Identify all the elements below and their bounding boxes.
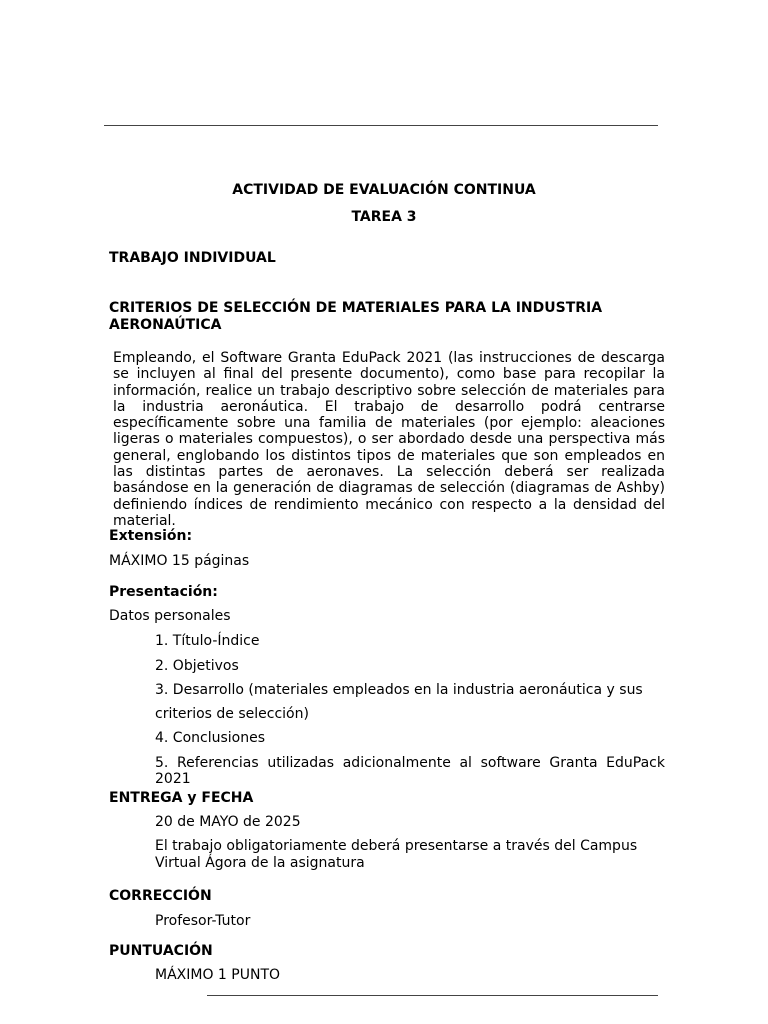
list-item: 1. Título-Índice <box>155 633 260 649</box>
description-paragraph: Empleando, el Software Granta EduPack 2021 (las instrucciones de descarga se incluyen al final del presente documento), como base para recopilar la información, realice un trabajo descriptivo sobre selección de materiales para la industria aeronáutica. El trabajo de desarrollo podrá centrarse específicamente sobre una familia de materiales (por ejemplo: aleaciones ligeras o materiales compuestos), o ser abordado desde una perspectiva más general, englobando los distintos tipos de materiales que son empleados en las distintas partes de aeronaves. La selección deberá ser realizada basándose en la generación de diagramas de selección (diagramas de Ashby) definiendo índices de rendimiento mecánico con respecto a la densidad del material. <box>113 350 665 529</box>
document-subtitle: TAREA 3 <box>351 209 417 225</box>
document-title: ACTIVIDAD DE EVALUACIÓN CONTINUA <box>232 182 536 198</box>
list-item-continuation: criterios de selección) <box>155 706 309 722</box>
extension-heading: Extensión: <box>109 528 193 544</box>
top-divider <box>104 125 658 126</box>
correction-heading: CORRECCIÓN <box>109 888 212 904</box>
delivery-heading: ENTREGA y FECHA <box>109 790 254 806</box>
correction-value: Profesor-Tutor <box>155 913 251 929</box>
delivery-note: El trabajo obligatoriamente deberá presentarse a través del Campus Virtual Ágora de la asignatura <box>155 838 638 871</box>
score-heading: PUNTUACIÓN <box>109 943 213 959</box>
presentation-intro: Datos personales <box>109 608 231 624</box>
score-value: MÁXIMO 1 PUNTO <box>155 967 281 983</box>
list-item: 2. Objetivos <box>155 658 239 674</box>
bottom-divider <box>207 995 658 996</box>
list-item: 4. Conclusiones <box>155 730 266 746</box>
topic-heading: CRITERIOS DE SELECCIÓN DE MATERIALES PARA LA INDUSTRIA AERONAÚTICA <box>109 300 603 333</box>
presentation-heading: Presentación: <box>109 584 218 600</box>
work-type-heading: TRABAJO INDIVIDUAL <box>109 250 276 266</box>
extension-value: MÁXIMO 15 páginas <box>109 553 250 569</box>
list-item: 3. Desarrollo (materiales empleados en la industria aeronáutica y sus <box>155 682 643 698</box>
delivery-date: 20 de MAYO de 2025 <box>155 814 301 830</box>
list-item: 5. Referencias utilizadas adicionalmente al software Granta EduPack 2021 <box>155 755 665 787</box>
